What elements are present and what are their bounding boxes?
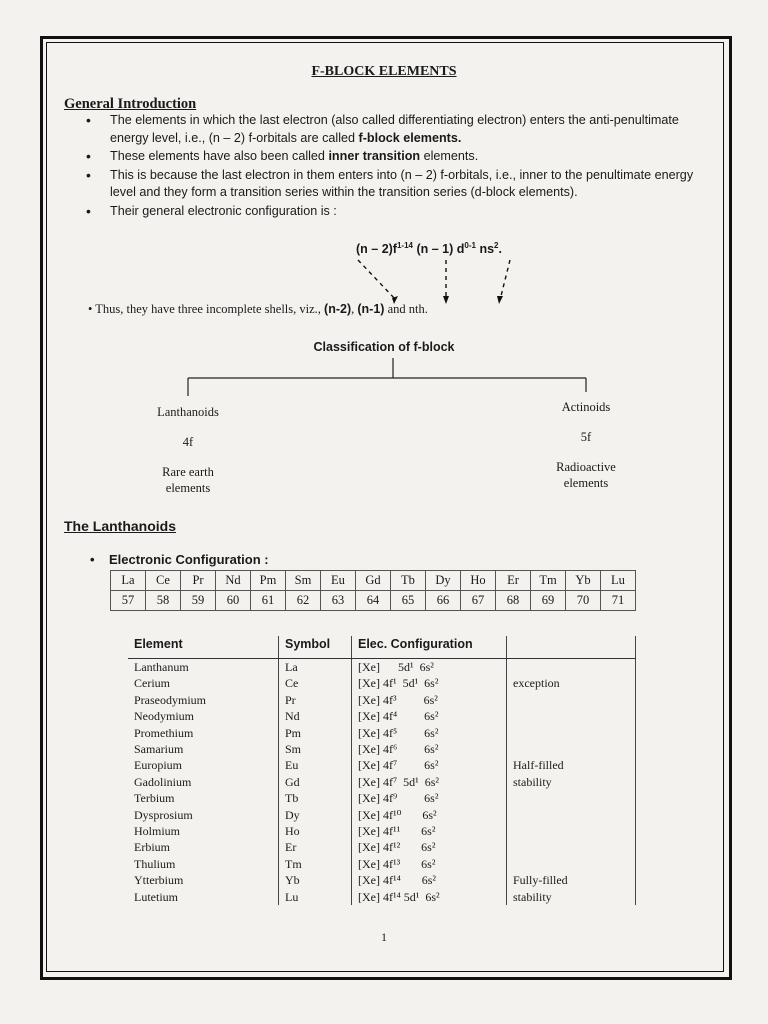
cell-configuration: [Xe] 4f¹⁴ 5d¹ 6s² bbox=[352, 889, 507, 905]
header-remark bbox=[507, 636, 636, 659]
formula-d-sup: 0-1 bbox=[464, 241, 476, 250]
table-row bbox=[128, 839, 636, 855]
grid-number: 59 bbox=[181, 591, 216, 611]
table-row bbox=[128, 757, 636, 773]
lanthanoids-heading: The Lanthanoids bbox=[64, 518, 176, 534]
intro-bullet bbox=[84, 167, 710, 202]
grid-symbol: Ce bbox=[146, 571, 181, 591]
formula-s-term: ns bbox=[475, 242, 495, 257]
cell-remark: Fully-filled bbox=[507, 872, 636, 888]
cell-remark bbox=[507, 823, 636, 839]
grid-number: 63 bbox=[321, 591, 356, 611]
cell-element: Cerium bbox=[134, 676, 170, 691]
bullet-text: Their general electronic configuration is : bbox=[110, 203, 337, 218]
header-symbol: Symbol bbox=[279, 636, 352, 659]
table-row bbox=[128, 823, 636, 839]
cell-symbol: Dy bbox=[279, 807, 352, 823]
formula-d-term: (n – 1) d bbox=[413, 242, 465, 257]
cell-element: Erbium bbox=[134, 840, 170, 855]
grid-symbol: Lu bbox=[601, 571, 636, 591]
bullet-text: This is because the last electron in them enters into (n – 2) f-orbitals, i.e., inner to the penultimate energy level and they form a transition series within the transition series (d-block elements). bbox=[110, 167, 694, 199]
config-table-body bbox=[128, 659, 636, 906]
cell-symbol: Nd bbox=[279, 708, 352, 724]
grid-symbol: Er bbox=[496, 571, 531, 591]
cell-configuration: [Xe] 4f⁷ 5d¹ 6s² bbox=[352, 774, 507, 790]
cell-configuration: [Xe] 4f¹³ 6s² bbox=[352, 856, 507, 872]
cell-configuration: [Xe] 4f¹⁴ 6s² bbox=[352, 872, 507, 888]
page-number: 1 bbox=[381, 930, 387, 944]
table-row bbox=[128, 872, 636, 888]
cell-element: Terbium bbox=[134, 791, 175, 806]
grid-number: 64 bbox=[356, 591, 391, 611]
bullet-bold-text: f-block elements. bbox=[358, 130, 462, 145]
cell-element: Gadolinium bbox=[134, 774, 192, 789]
bullet-text: The elements in which the last electron (also called differentiating electron) enters the anti-penultimate energy level, i.e., (n – 2) f-orbitals are called bbox=[110, 113, 679, 145]
cell-element: Holmium bbox=[134, 824, 181, 839]
grid-number: 69 bbox=[531, 591, 566, 611]
cell-remark: stability bbox=[507, 774, 636, 790]
document-title: F-BLOCK ELEMENTS bbox=[311, 64, 457, 79]
cell-remark bbox=[507, 741, 636, 757]
cell-symbol: La bbox=[279, 659, 352, 676]
header-element: Element bbox=[128, 636, 279, 659]
header-configuration: Elec. Configuration bbox=[352, 636, 507, 659]
bullet-dot: • bbox=[88, 302, 96, 316]
cell-symbol: Eu bbox=[279, 757, 352, 773]
formula-f-term: (n – 2)f bbox=[356, 242, 397, 257]
grid-symbol: Eu bbox=[321, 571, 356, 591]
cell-element: Lutetium bbox=[134, 889, 178, 904]
thus-separator: , bbox=[351, 302, 358, 316]
grid-number: 62 bbox=[286, 591, 321, 611]
cell-symbol: Ce bbox=[279, 675, 352, 691]
intro-bullet-list bbox=[84, 112, 710, 221]
cell-configuration: [Xe] 4f¹ 5d¹ 6s² bbox=[352, 675, 507, 691]
cell-remark bbox=[507, 790, 636, 806]
formula-end: . bbox=[498, 242, 502, 257]
grid-number: 68 bbox=[496, 591, 531, 611]
lanthanoids-branch bbox=[128, 404, 248, 496]
grid-number: 70 bbox=[566, 591, 601, 611]
cell-element: Samarium bbox=[134, 742, 184, 757]
cell-symbol: Er bbox=[279, 839, 352, 855]
cell-configuration: [Xe] 4f³ 6s² bbox=[352, 692, 507, 708]
bullet-text: These elements have also been called bbox=[110, 149, 329, 163]
cell-symbol: Yb bbox=[279, 872, 352, 888]
grid-number: 57 bbox=[111, 591, 146, 611]
cell-element: Praseodymium bbox=[134, 692, 206, 707]
cell-configuration: [Xe] 5d¹ 6s² bbox=[352, 659, 507, 676]
actinoids-branch bbox=[526, 399, 646, 491]
cell-remark bbox=[507, 708, 636, 724]
grid-number: 66 bbox=[426, 591, 461, 611]
cell-configuration: [Xe] 4f⁵ 6s² bbox=[352, 725, 507, 741]
cell-element: Ytterbium bbox=[134, 873, 184, 888]
config-table-header bbox=[128, 636, 636, 659]
grid-symbol: Tb bbox=[391, 571, 426, 591]
bullet-dot: • bbox=[90, 552, 109, 567]
cell-remark bbox=[507, 839, 636, 855]
classification-title: Classification of f-block bbox=[313, 340, 455, 354]
thus-bold-1: (n-2) bbox=[324, 302, 352, 316]
cell-element: Lanthanum bbox=[134, 660, 189, 674]
grid-symbol: Pm bbox=[251, 571, 286, 591]
thus-text-end: and nth. bbox=[384, 302, 428, 316]
atomic-number-row bbox=[111, 591, 636, 611]
cell-symbol: Pm bbox=[279, 725, 352, 741]
cell-symbol: Gd bbox=[279, 774, 352, 790]
grid-symbol: Dy bbox=[426, 571, 461, 591]
cell-remark bbox=[507, 856, 636, 872]
table-row bbox=[128, 856, 636, 872]
ec-label-text: Electronic Configuration : bbox=[109, 552, 269, 567]
table-row bbox=[128, 659, 636, 676]
cell-element: Dysprosium bbox=[134, 807, 193, 822]
formula-s-sup: 2 bbox=[494, 241, 499, 250]
cell-configuration: [Xe] 4f⁶ 6s² bbox=[352, 741, 507, 757]
intro-bullet bbox=[84, 148, 710, 166]
cell-symbol: Tb bbox=[279, 790, 352, 806]
lanthanoid-configuration-table bbox=[128, 636, 636, 905]
grid-symbol: Yb bbox=[566, 571, 601, 591]
lanthanoid-atomic-number-grid bbox=[110, 570, 636, 611]
lanthanoids-label: Lanthanoids bbox=[157, 405, 219, 419]
cell-remark: stability bbox=[507, 889, 636, 905]
table-row bbox=[128, 692, 636, 708]
cell-element: Europium bbox=[134, 758, 182, 773]
cell-symbol: Pr bbox=[279, 692, 352, 708]
bullet-text-end: elements. bbox=[420, 149, 479, 163]
cell-remark bbox=[507, 807, 636, 823]
cell-configuration: [Xe] 4f⁴ 6s² bbox=[352, 708, 507, 724]
cell-element: Promethium bbox=[134, 725, 194, 740]
grid-number: 58 bbox=[146, 591, 181, 611]
table-row bbox=[128, 708, 636, 724]
table-row bbox=[128, 807, 636, 823]
grid-symbol: La bbox=[111, 571, 146, 591]
bullet-bold-text: inner transition bbox=[328, 149, 421, 163]
cell-element: Neodymium bbox=[134, 709, 194, 724]
lanthanoids-description: Rare earth elements bbox=[162, 465, 214, 495]
actinoids-description: Radioactive elements bbox=[556, 460, 616, 490]
thus-text: Thus, they have three incomplete shells, viz., bbox=[95, 302, 325, 316]
formula-f-sup: 1-14 bbox=[396, 241, 413, 250]
cell-symbol: Ho bbox=[279, 823, 352, 839]
actinoids-label: Actinoids bbox=[561, 400, 611, 414]
table-row bbox=[128, 725, 636, 741]
cell-remark bbox=[507, 725, 636, 741]
intro-bullet bbox=[84, 203, 710, 221]
cell-symbol: Lu bbox=[279, 889, 352, 905]
table-row bbox=[128, 889, 636, 905]
table-row bbox=[128, 790, 636, 806]
grid-symbol: Tm bbox=[531, 571, 566, 591]
grid-symbol: Sm bbox=[286, 571, 321, 591]
cell-configuration: [Xe] 4f¹² 6s² bbox=[352, 839, 507, 855]
shell-dashed-arrows bbox=[350, 258, 530, 308]
table-row bbox=[128, 741, 636, 757]
general-introduction-heading: General Introduction bbox=[64, 96, 197, 112]
symbol-row bbox=[111, 571, 636, 591]
general-configuration-formula bbox=[356, 241, 502, 256]
cell-symbol: Tm bbox=[279, 856, 352, 872]
cell-symbol: Sm bbox=[279, 741, 352, 757]
actinoids-orbital: 5f bbox=[580, 430, 592, 444]
table-row bbox=[128, 774, 636, 790]
cell-element: Thulium bbox=[134, 856, 176, 871]
grid-number: 60 bbox=[216, 591, 251, 611]
cell-configuration: [Xe] 4f¹⁰ 6s² bbox=[352, 807, 507, 823]
cell-remark: exception bbox=[507, 675, 636, 691]
incomplete-shells-note bbox=[88, 302, 428, 317]
thus-bold-2: (n-1) bbox=[357, 302, 385, 316]
cell-remark bbox=[507, 692, 636, 708]
intro-bullet bbox=[84, 112, 710, 147]
classification-tree-lines bbox=[180, 356, 600, 400]
grid-symbol: Nd bbox=[216, 571, 251, 591]
cell-configuration: [Xe] 4f¹¹ 6s² bbox=[352, 823, 507, 839]
cell-configuration: [Xe] 4f⁷ 6s² bbox=[352, 757, 507, 773]
cell-remark: Half-filled bbox=[507, 757, 636, 773]
grid-symbol: Gd bbox=[356, 571, 391, 591]
grid-number: 67 bbox=[461, 591, 496, 611]
lanthanoids-orbital: 4f bbox=[182, 435, 194, 449]
cell-remark bbox=[507, 659, 636, 676]
table-row bbox=[128, 675, 636, 691]
grid-symbol: Pr bbox=[181, 571, 216, 591]
electronic-configuration-label bbox=[90, 552, 269, 567]
grid-number: 65 bbox=[391, 591, 426, 611]
cell-configuration: [Xe] 4f⁹ 6s² bbox=[352, 790, 507, 806]
grid-number: 61 bbox=[251, 591, 286, 611]
grid-symbol: Ho bbox=[461, 571, 496, 591]
grid-number: 71 bbox=[601, 591, 636, 611]
